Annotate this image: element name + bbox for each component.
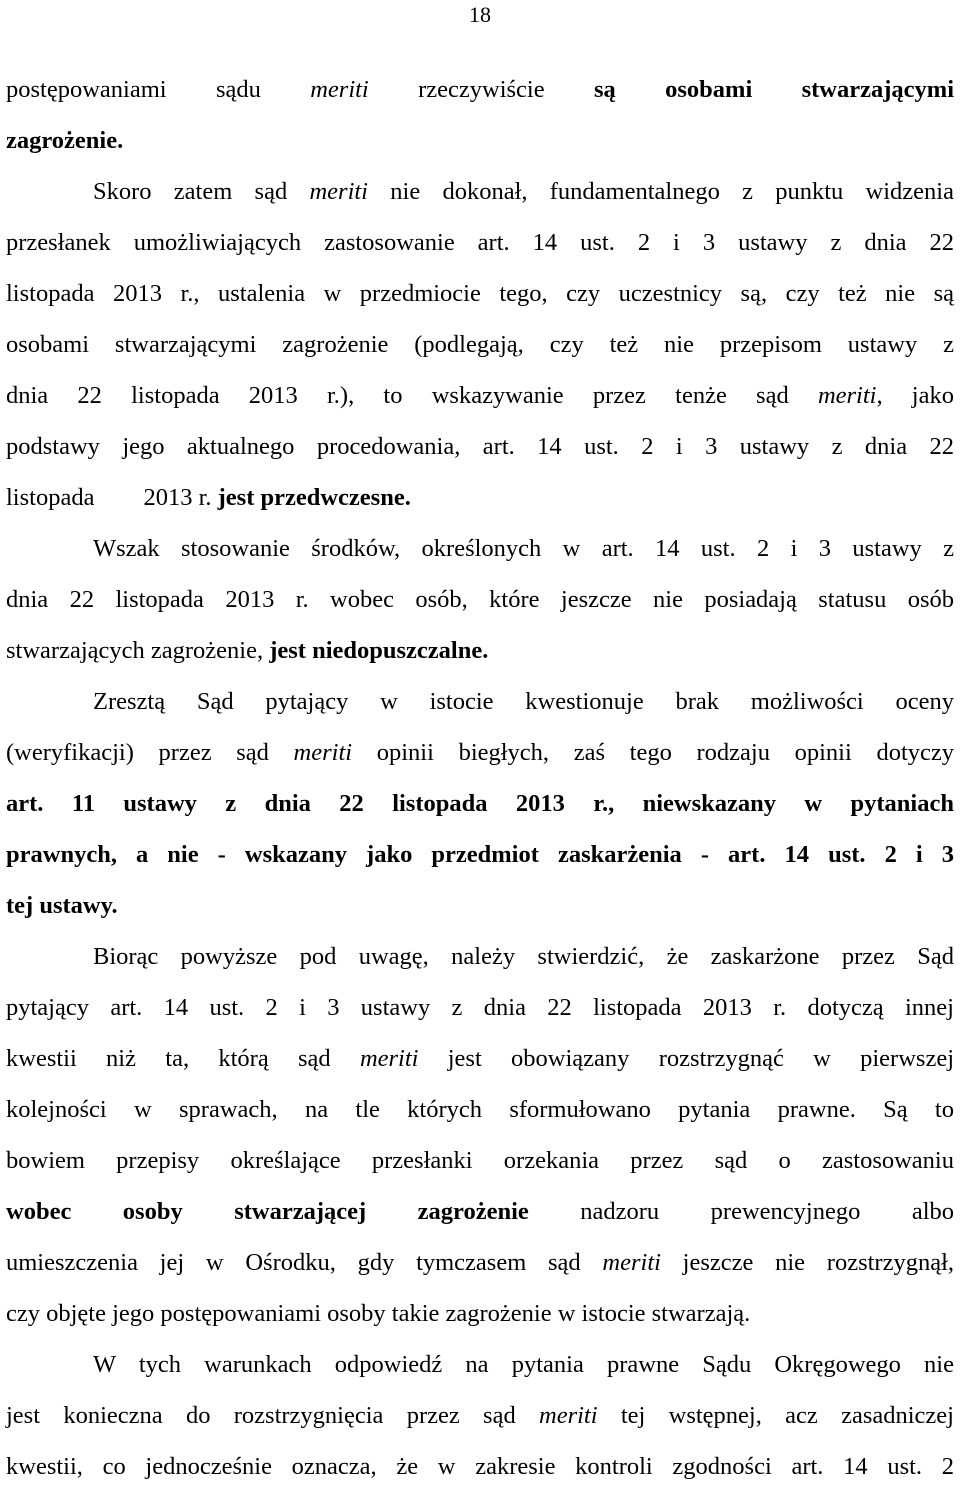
text-line: kolejności w sprawach, na tle których sformułowano pytania prawne. Są to	[6, 1096, 954, 1123]
text-line: bowiem przepisy określające przesłanki orzekania przez sąd o zastosowaniu	[6, 1147, 954, 1174]
text-line: Wszak stosowanie środków, określonych w art. 14 ust. 2 i 3 ustawy z	[93, 535, 954, 562]
body-text	[6, 64, 954, 1492]
text-line: listopada 2013 r. jest przedwczesne.	[6, 484, 411, 511]
text-line: listopada 2013 r., ustalenia w przedmiocie tego, czy uczestnicy są, czy też nie są	[6, 280, 954, 307]
text-line: W tych warunkach odpowiedź na pytania prawne Sądu Okręgowego nie	[93, 1351, 954, 1378]
text-line: dnia 22 listopada 2013 r. wobec osób, które jeszcze nie posiadają statusu osób	[6, 586, 954, 613]
text-line: postępowaniami sądu meriti rzeczywiście są osobami stwarzającymi	[6, 76, 955, 103]
text-line: Biorąc powyższe pod uwagę, należy stwierdzić, że zaskarżone przez Sąd	[93, 943, 954, 970]
text-line: art. 11 ustawy z dnia 22 listopada 2013 r., niewskazany w pytaniach	[6, 790, 954, 817]
text-line: zagrożenie.	[6, 127, 124, 154]
text-line: (weryfikacji) przez sąd meriti opinii biegłych, zaś tego rodzaju opinii dotyczy	[6, 739, 955, 766]
text-line: Zresztą Sąd pytający w istocie kwestionuje brak możliwości oceny	[93, 688, 954, 715]
page-number: 18	[469, 2, 491, 27]
text-line: kwestii niż ta, którą sąd meriti jest obowiązany rozstrzygnąć w pierwszej	[6, 1045, 954, 1072]
text-line: jest konieczna do rozstrzygnięcia przez sąd meriti tej wstępnej, acz zasadniczej	[6, 1402, 954, 1429]
text-line: prawnych, a nie - wskazany jako przedmiot zaskarżenia - art. 14 ust. 2 i 3	[6, 841, 954, 868]
text-line: umieszczenia jej w Ośrodku, gdy tymczasem sąd meriti jeszcze nie rozstrzygnął,	[6, 1249, 954, 1276]
text-line: kwestii, co jednocześnie oznacza, że w zakresie kontroli zgodności art. 14 ust. 2	[6, 1453, 954, 1480]
text-line: pytający art. 14 ust. 2 i 3 ustawy z dnia 22 listopada 2013 r. dotyczą innej	[6, 994, 954, 1021]
text-line: Skoro zatem sąd meriti nie dokonał, fundamentalnego z punktu widzenia	[93, 178, 954, 205]
text-line: podstawy jego aktualnego procedowania, art. 14 ust. 2 i 3 ustawy z dnia 22	[6, 433, 954, 460]
text-line: tej ustawy.	[6, 892, 118, 919]
text-line: przesłanek umożliwiających zastosowanie art. 14 ust. 2 i 3 ustawy z dnia 22	[6, 229, 954, 256]
text-line: stwarzających zagrożenie, jest niedopuszczalne.	[6, 637, 489, 664]
text-line: dnia 22 listopada 2013 r.), to wskazywanie przez tenże sąd meriti, jako	[6, 382, 954, 409]
text-line: wobec osoby stwarzającej zagrożenie nadzoru prewencyjnego albo	[6, 1198, 955, 1225]
text-line: czy objęte jego postępowaniami osoby takie zagrożenie w istocie stwarzają.	[6, 1300, 751, 1327]
text-line: osobami stwarzającymi zagrożenie (podlegają, czy też nie przepisom ustawy z	[6, 331, 954, 358]
